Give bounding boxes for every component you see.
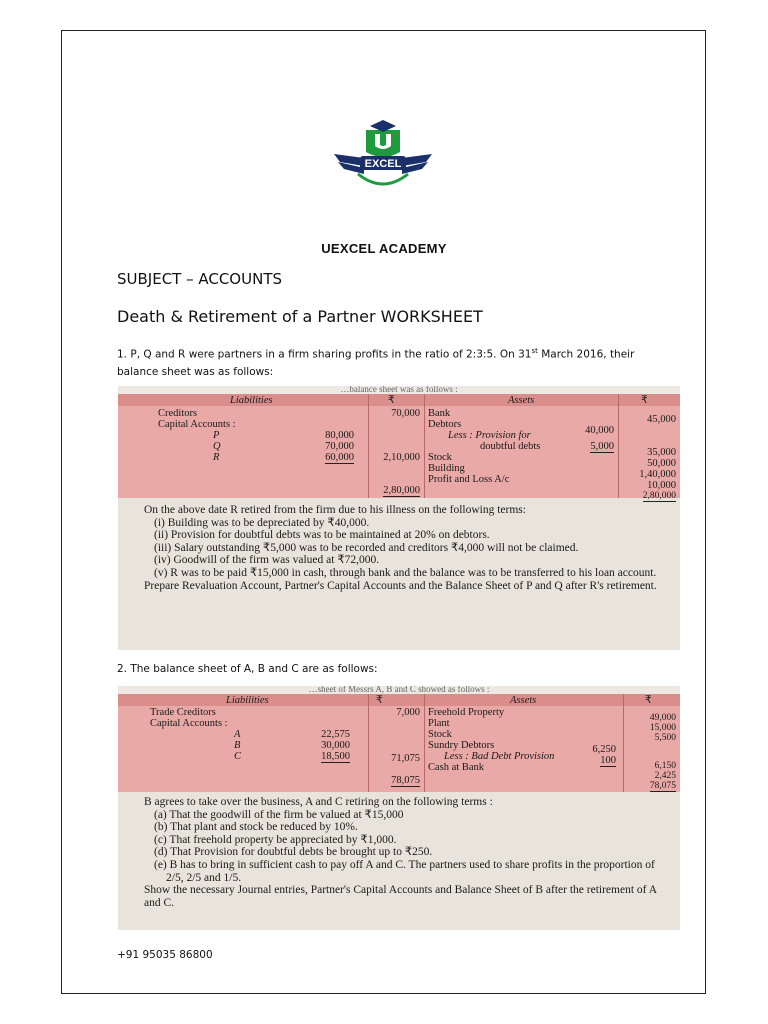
bs-total: 2,80,000 bbox=[642, 491, 676, 501]
term-item: (b) That plant and stock be reduced by 10%. bbox=[154, 821, 358, 834]
bs-label: Sundry Debtors bbox=[428, 740, 495, 751]
worksheet-title: Death & Retirement of a Partner WORKSHEET bbox=[117, 307, 483, 326]
bs-label: Debtors bbox=[428, 419, 462, 430]
bs-amount: 71,075 bbox=[391, 753, 420, 764]
bs-amount: 45,000 bbox=[647, 414, 676, 425]
bs-label: Capital Accounts : bbox=[150, 718, 228, 729]
bs-label: Cash at Bank bbox=[428, 762, 484, 773]
term-item: (ii) Provision for doubtful debts was to be maintained at 20% on debtors. bbox=[154, 529, 490, 542]
bs-amount: 100 bbox=[600, 755, 616, 766]
bs-amount: 6,250 bbox=[592, 744, 616, 755]
rupee-header: ₹ bbox=[388, 395, 395, 406]
bs-amount: 70,000 bbox=[325, 441, 354, 452]
term-item: (v) R was to be paid ₹15,000 in cash, through bank and the balance was to be transferred to his loan account. bbox=[154, 566, 657, 579]
bs-total: 78,075 bbox=[391, 775, 420, 786]
bs-label: P bbox=[213, 430, 220, 441]
bs-amount: 49,000 bbox=[649, 713, 676, 723]
question-2-terms bbox=[130, 796, 674, 909]
bs-amount: 1,40,000 bbox=[639, 469, 676, 480]
bs-label: Stock bbox=[428, 729, 452, 740]
term-instruction: Show the necessary Journal entries, Partner's Capital Accounts and Balance Sheet of B after the retirement of A and C. bbox=[144, 884, 657, 909]
bs-label: C bbox=[234, 751, 242, 762]
balance-sheet-1 bbox=[118, 394, 680, 501]
liabilities-header: Liabilities bbox=[226, 695, 269, 706]
bs-amount: 15,000 bbox=[649, 723, 676, 733]
bs-label: Capital Accounts : bbox=[158, 419, 236, 430]
bs-label: Plant bbox=[428, 718, 450, 729]
question-1-intro: 1. P, Q and R were partners in a firm sharing profits in the ratio of 2:3:5. On 31st March 2016, their balance sheet was as follows: bbox=[117, 347, 635, 378]
contact-phone: +91 95035 86800 bbox=[117, 949, 213, 961]
bs-amount: 2,10,000 bbox=[383, 452, 420, 463]
bs-amount: 18,500 bbox=[321, 751, 350, 762]
subject-line: SUBJECT – ACCOUNTS bbox=[117, 270, 282, 288]
academy-name: UEXCEL ACADEMY bbox=[321, 241, 447, 256]
bs-label: Profit and Loss A/c bbox=[428, 474, 510, 485]
cropped-text-strip: …sheet of Messrs A, B and C showed as follows : bbox=[118, 686, 680, 694]
bs-label: Less : Bad Debt Provision bbox=[444, 751, 555, 762]
cropped-text-strip: …balance sheet was as follows : bbox=[118, 386, 680, 394]
term-item: (d) That Provision for doubtful debts be brought up to ₹250. bbox=[154, 846, 433, 859]
question-1-terms bbox=[130, 504, 674, 592]
logo-emblem-icon bbox=[328, 118, 438, 196]
bs-label: Trade Creditors bbox=[150, 707, 216, 718]
question-2-intro: 2. The balance sheet of A, B and C are as follows: bbox=[117, 663, 378, 675]
term-item: (i) Building was to be depreciated by ₹40,000. bbox=[154, 516, 370, 529]
bs-amount: 70,000 bbox=[391, 408, 420, 419]
bs-amount: 7,000 bbox=[396, 707, 420, 718]
bs-amount: 30,000 bbox=[321, 740, 350, 751]
term-instruction: Prepare Revaluation Account, Partner's Capital Accounts and the Balance Sheet of P and Q after R's retirement. bbox=[144, 579, 657, 592]
bs-label: Bank bbox=[428, 408, 451, 419]
bs-amount: 6,150 bbox=[654, 761, 676, 771]
bs-label: A bbox=[234, 729, 241, 740]
term-line: On the above date R retired from the firm due to his illness on the following terms: bbox=[144, 504, 526, 516]
bs-amount: 22,575 bbox=[321, 729, 350, 740]
bs-label: B bbox=[234, 740, 241, 751]
bs-amount: 5,500 bbox=[654, 733, 676, 743]
bs-amount: 50,000 bbox=[647, 458, 676, 469]
bs-label: Q bbox=[213, 441, 221, 452]
bs-label: Building bbox=[428, 463, 465, 474]
term-item: (iii) Salary outstanding ₹5,000 was to be recorded and creditors ₹4,000 will not be claimed. bbox=[154, 541, 579, 554]
bs-amount: 5,000 bbox=[590, 441, 614, 452]
balance-sheet-2 bbox=[118, 694, 680, 792]
rupee-header: ₹ bbox=[376, 695, 383, 706]
bs-amount: 2,425 bbox=[654, 771, 676, 781]
question-2-photo bbox=[118, 686, 680, 930]
term-item: (a) That the goodwill of the firm be valued at ₹15,000 bbox=[154, 808, 404, 821]
rupee-header: ₹ bbox=[641, 395, 648, 406]
bs-label: Creditors bbox=[158, 408, 198, 419]
term-item: (e) B has to bring in sufficient cash to pay off A and C. The partners used to share profits in the proportion of 2/5, 2/5 and 1/5. bbox=[154, 858, 655, 884]
bs-amount: 80,000 bbox=[325, 430, 354, 441]
term-item: (iv) Goodwill of the firm was valued at ₹72,000. bbox=[154, 554, 380, 567]
assets-header: Assets bbox=[508, 395, 535, 406]
bs-label: Freehold Property bbox=[428, 707, 505, 718]
bs-amount: 10,000 bbox=[647, 480, 676, 491]
bs-total: 2,80,000 bbox=[383, 485, 420, 496]
bs-amount: 40,000 bbox=[585, 425, 614, 436]
bs-label: Stock bbox=[428, 452, 452, 463]
logo-wordmark: EXCEL bbox=[364, 158, 402, 170]
bs-amount: 35,000 bbox=[647, 447, 676, 458]
term-line: B agrees to take over the business, A and C retiring on the following terms : bbox=[144, 796, 493, 808]
rupee-header: ₹ bbox=[645, 695, 652, 706]
assets-header: Assets bbox=[510, 695, 537, 706]
term-item: (c) That freehold property be appreciated by ₹1,000. bbox=[154, 833, 397, 846]
bs-label: R bbox=[213, 452, 220, 463]
academy-logo bbox=[328, 118, 438, 196]
bs-amount: 60,000 bbox=[325, 452, 354, 463]
liabilities-header: Liabilities bbox=[230, 395, 273, 406]
bs-label: doubtful debts bbox=[480, 441, 541, 452]
bs-total: 78,075 bbox=[649, 781, 676, 791]
question-1-photo bbox=[118, 386, 680, 650]
bs-label: Less : Provision for bbox=[448, 430, 531, 441]
